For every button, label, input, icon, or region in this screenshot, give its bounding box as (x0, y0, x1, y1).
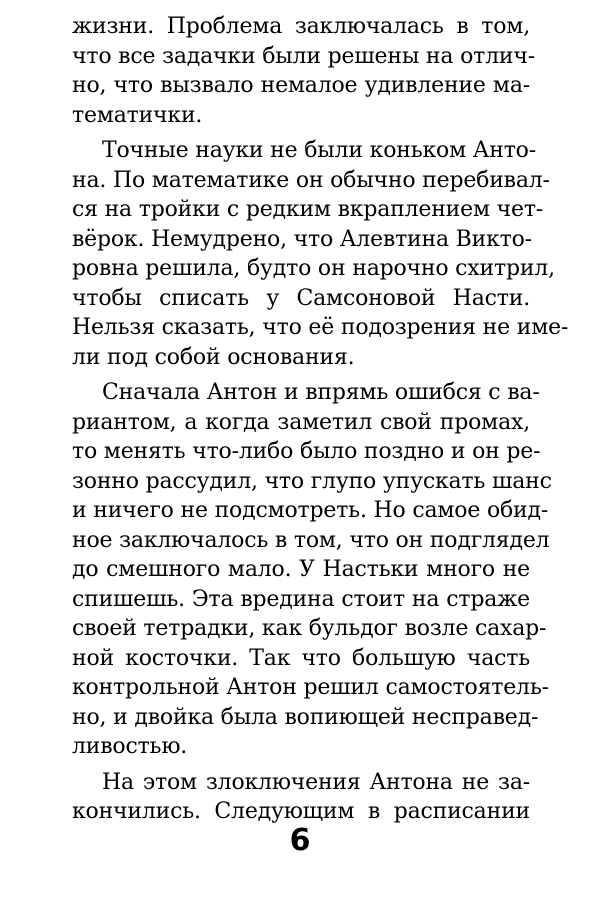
text-line: ливостью. (72, 734, 188, 759)
paragraph (72, 768, 530, 827)
text-line: ное заключалось в том, что он подглядел (72, 527, 550, 553)
text-line: зонно рассудил, что глупо упускать шанс (72, 468, 552, 494)
text-line: тематички. (72, 102, 203, 128)
text-line: то менять что-либо было поздно и он ре- (72, 439, 541, 464)
text-line: спишешь. Эта вредина стоит на страже (72, 586, 530, 612)
text-line: Нельзя сказать, что её подозрения не име- (72, 315, 569, 340)
text-line: ся на тройки с редким вкраплением чет- (72, 197, 544, 222)
text-line: вёрок. Немудрено, что Алевтина Викто- (72, 226, 532, 252)
book-page-text (72, 12, 569, 833)
text-line: чтобы списать у Самсоновой Насти. (72, 285, 530, 311)
text-line: жизни. Проблема заключалась в том, (72, 14, 530, 39)
text-line: до смешного мало. У Настьки много не (72, 557, 530, 582)
text-line: Сначала Антон и впрямь ошибся с ва- (102, 380, 540, 405)
text-line: ной косточки. Так что большую часть (72, 645, 530, 671)
text-line: ли под собой основания. (72, 344, 355, 370)
text-line: на. По математике он обычно перебивал- (72, 167, 550, 193)
text-line: Точные науки не были коньком Анто- (102, 138, 536, 163)
text-line: На этом злоключения Антона не за- (102, 769, 530, 795)
text-line: но, что вызвало немалое удивление ма- (72, 73, 530, 98)
paragraph (72, 12, 535, 130)
paragraph (72, 378, 552, 762)
text-line: контрольной Антон решил самостоятель- (72, 675, 549, 700)
text-line: что все задачки были решены на отлич- (72, 43, 535, 69)
text-line: своей тетрадки, как бульдог возле сахар- (72, 616, 547, 641)
text-line: и ничего не подсмотреть. Но самое обид- (72, 498, 549, 523)
text-line: ровна решила, будто он нарочно схитрил, (72, 256, 555, 281)
text-line: кончились. Следующим в расписании (72, 799, 530, 824)
page-number: 6 (289, 823, 311, 858)
text-line: риантом, а когда заметил свой промах, (72, 409, 530, 435)
text-line: но, и двойка была вопиющей несправед- (72, 704, 539, 730)
paragraph (72, 136, 569, 372)
